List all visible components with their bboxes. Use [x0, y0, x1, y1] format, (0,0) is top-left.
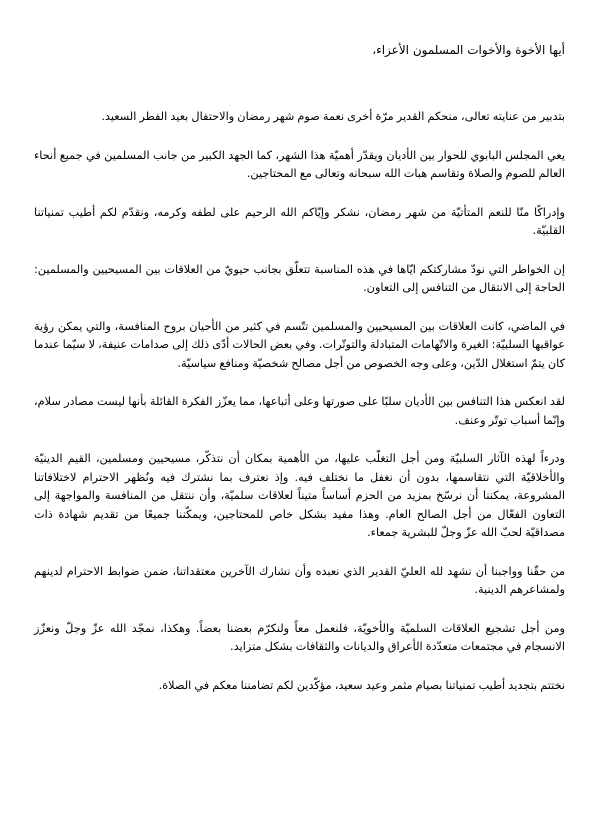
letter-body [34, 108, 565, 715]
letter-paragraph: ودرءاً لهذه الآثار السلبيّة ومن أجل التغلّب عليها، من الأهمية بمكان أن نتذكّر، مسيحيين ومسلمين، القيم الدينيّة والأخلاقيّة التي نتقاسمها، بدون أن نغفل ما نختلف فيه. وإذ نعترف بما نشترك فيه ونُظهر الاحترام لاختلافاتنا المشروعة، يمكننا أن نرسّخ بمزيد من الحزم أساساً متيناً لعلاقات سلميّة، وأن ننتقل من المنافسة والمواجهة إلى التعاون الفعّال من أجل الصالح العام. وهذا مفيد بشكل خاص للمحتاجين، ويمكّننا جميعًا من تقديم شهادة ذات مصداقيّة لحبّ الله عزّ وجلّ للبشرية جمعاء. [34, 452, 565, 539]
letter-paragraph: بتدبير من عنايته تعالى، منحكم القدير مرّة أخرى نعمة صوم شهر رمضان والاحتفال بعيد الفطر السعيد. [101, 110, 565, 123]
letter-paragraph: نختتم بتجديد أطيب تمنياتنا بصيام مثمر وعيد سعيد، مؤكّدين لكم تضامننا معكم في الصلاة. [158, 678, 565, 692]
letter-paragraph: يعي المجلس البابوي للحوار بين الأديان ويقدّر أهميّة هذا الشهر، كما الجهد الكبير من جانب المسلمين في جميع أنحاء العالم للصوم والصلاة وتقاسم هبات الله سبحانه وتعالى مع المحتاجين. [34, 148, 565, 180]
letter-page [34, 0, 565, 839]
letter-salutation: أيها الأخوة والأخوات المسلمون الأعزاء، [372, 43, 565, 57]
letter-paragraph: من حقّنا وواجبنا أن نشهد لله العليّ القدير الذي نعبده وأن نشارك الآخرين معتقداتنا، ضمن ضوابط الاحترام لدينهم ولمشاعرهم الدينية. [34, 564, 565, 596]
letter-paragraph: إن الخواطر التي نودّ مشاركتكم ايّاها في هذه المناسبة تتعلّق بجانب حيويّ من العلاقات بين المسيحيين والمسلمين: الحاجة إلى الانتقال من التنافس إلى التعاون. [34, 262, 565, 294]
letter-paragraph: ومن أجل تشجيع العلاقات السلميّة والأخويّة، فلنعمل معاً ولنكرّم بعضنا بعضاً. وهكذا، نمجّد الله عزّ وجلّ ونعزّز الانسجام في مجتمعات متعدّدة الأعراق والديانات والثقافات بشكل متزايد. [34, 621, 565, 653]
letter-paragraph: في الماضي، كانت العلاقات بين المسيحيين والمسلمين تتّسم في كثير من الأحيان بروح المنافسة، والتي يمكن رؤية عواقبها السلبيّة: الغيرة والاتّهامات المتبادلة والتوتّرات. وفي بعض الحالات أدّى ذلك إلى صدامات عنيفة، لا سيّما عندما كان يتمّ استغلال الدّين، وعلى وجه الخصوص من أجل مصالح شخصيّة ومنافع سياسيّة. [34, 319, 565, 370]
letter-paragraph: لقد انعكس هذا التنافس بين الأديان سلبًا على صورتها وعلى أتباعها، مما يعزّز الفكرة القائلة بأنها ليست مصادر سلام، وإنّما أسباب توتّر وعنف. [34, 395, 565, 427]
letter-paragraph: وإدراكًا منّا للنعم المتأتيّة من شهر رمضان، نشكر وإيّاكم الله الرحيم على لطفه وكرمه، ونقدّم لكم أطيب تمنياتنا القلبيّة. [34, 205, 565, 237]
